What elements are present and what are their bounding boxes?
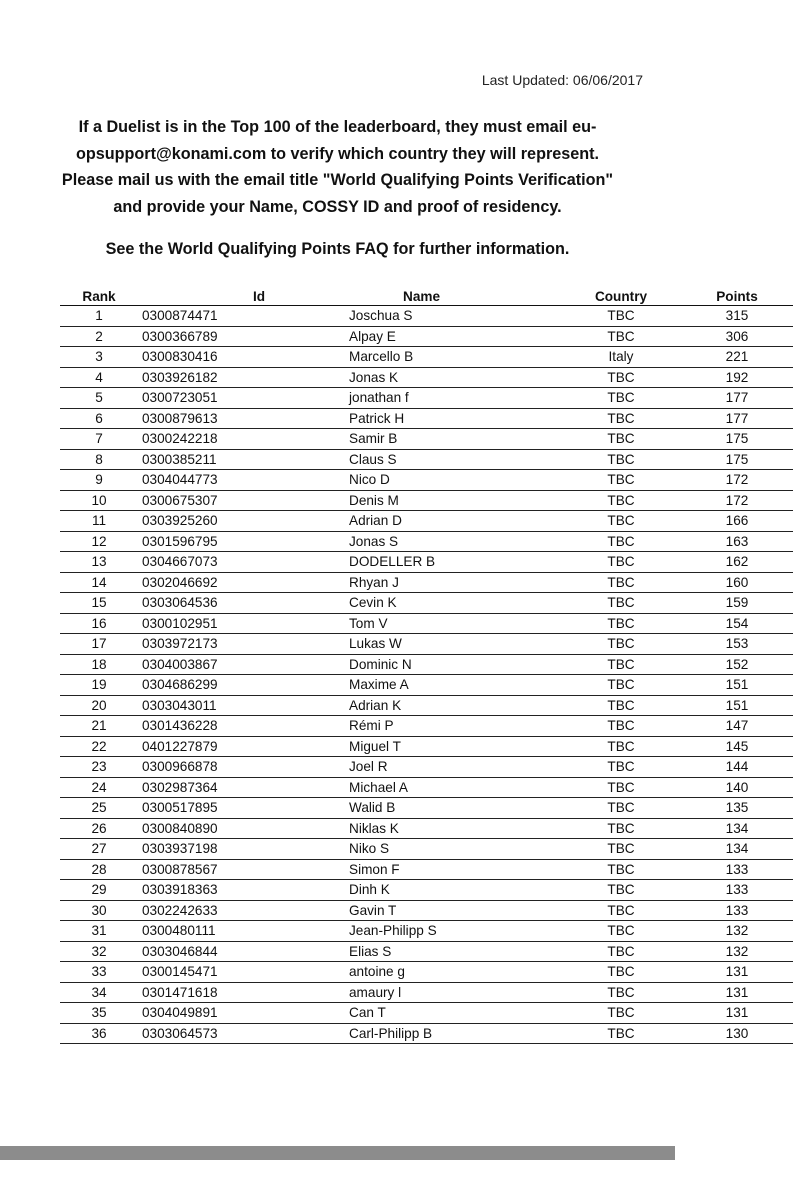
cell-rank: 24 — [60, 777, 138, 798]
leaderboard-table — [60, 285, 793, 1044]
cell-name: Dinh K — [345, 880, 561, 901]
table-row — [60, 880, 793, 901]
cell-name: Maxime A — [345, 675, 561, 696]
cell-points: 140 — [681, 777, 793, 798]
cell-points: 145 — [681, 736, 793, 757]
cell-points: 172 — [681, 490, 793, 511]
cell-name: Walid B — [345, 798, 561, 819]
cell-id: 0300874471 — [138, 306, 345, 327]
cell-rank: 28 — [60, 859, 138, 880]
last-updated-text: Last Updated: 06/06/2017 — [481, 72, 643, 88]
cell-rank: 16 — [60, 613, 138, 634]
cell-id: 0304667073 — [138, 552, 345, 573]
cell-points: 154 — [681, 613, 793, 634]
cell-name: Niklas K — [345, 818, 561, 839]
cell-id: 0300480111 — [138, 921, 345, 942]
cell-country: TBC — [561, 613, 681, 634]
cell-name: Jonas K — [345, 367, 561, 388]
table-row — [60, 306, 793, 327]
bottom-bar — [0, 1146, 675, 1160]
cell-rank: 17 — [60, 634, 138, 655]
cell-name: DODELLER B — [345, 552, 561, 573]
cell-id: 0300242218 — [138, 429, 345, 450]
cell-name: Jean-Philipp S — [345, 921, 561, 942]
cell-country: Italy — [561, 347, 681, 368]
table-row — [60, 490, 793, 511]
cell-name: Cevin K — [345, 593, 561, 614]
cell-country: TBC — [561, 798, 681, 819]
cell-id: 0301471618 — [138, 982, 345, 1003]
cell-country: TBC — [561, 982, 681, 1003]
cell-points: 131 — [681, 1003, 793, 1024]
cell-points: 133 — [681, 880, 793, 901]
notice-paragraph — [40, 114, 635, 220]
cell-points: 163 — [681, 531, 793, 552]
cell-rank: 3 — [60, 347, 138, 368]
table-row — [60, 695, 793, 716]
cell-rank: 27 — [60, 839, 138, 860]
table-row — [60, 859, 793, 880]
table-row — [60, 470, 793, 491]
cell-country: TBC — [561, 1003, 681, 1024]
cell-name: Marcello B — [345, 347, 561, 368]
table-row — [60, 716, 793, 737]
cell-country: TBC — [561, 470, 681, 491]
cell-points: 175 — [681, 429, 793, 450]
cell-points: 162 — [681, 552, 793, 573]
cell-id: 0300879613 — [138, 408, 345, 429]
cell-rank: 20 — [60, 695, 138, 716]
cell-name: Joschua S — [345, 306, 561, 327]
cell-name: Alpay E — [345, 326, 561, 347]
table-row — [60, 654, 793, 675]
cell-rank: 34 — [60, 982, 138, 1003]
cell-name: Tom V — [345, 613, 561, 634]
cell-id: 0303925260 — [138, 511, 345, 532]
cell-points: 131 — [681, 982, 793, 1003]
cell-points: 131 — [681, 962, 793, 983]
cell-name: jonathan f — [345, 388, 561, 409]
table-row — [60, 531, 793, 552]
table-row — [60, 326, 793, 347]
cell-country: TBC — [561, 777, 681, 798]
cell-rank: 21 — [60, 716, 138, 737]
cell-rank: 7 — [60, 429, 138, 450]
cell-country: TBC — [561, 962, 681, 983]
leaderboard-body — [60, 306, 793, 1044]
cell-id: 0303972173 — [138, 634, 345, 655]
table-row — [60, 429, 793, 450]
cell-id: 0300385211 — [138, 449, 345, 470]
cell-country: TBC — [561, 552, 681, 573]
cell-points: 221 — [681, 347, 793, 368]
table-row — [60, 941, 793, 962]
cell-rank: 23 — [60, 757, 138, 778]
cell-rank: 9 — [60, 470, 138, 491]
table-row — [60, 982, 793, 1003]
cell-country: TBC — [561, 306, 681, 327]
table-row — [60, 388, 793, 409]
cell-rank: 33 — [60, 962, 138, 983]
cell-country: TBC — [561, 593, 681, 614]
cell-points: 151 — [681, 695, 793, 716]
cell-id: 0304049891 — [138, 1003, 345, 1024]
cell-points: 192 — [681, 367, 793, 388]
cell-name: Jonas S — [345, 531, 561, 552]
table-row — [60, 552, 793, 573]
cell-id: 0300675307 — [138, 490, 345, 511]
notice-line: and provide your Name, COSSY ID and proof of residency. — [113, 197, 562, 216]
cell-points: 175 — [681, 449, 793, 470]
cell-country: TBC — [561, 408, 681, 429]
cell-rank: 30 — [60, 900, 138, 921]
cell-name: Niko S — [345, 839, 561, 860]
faq-reference-text: See the World Qualifying Points FAQ for further information. — [105, 240, 570, 258]
cell-country: TBC — [561, 1023, 681, 1044]
header-country: Country — [561, 285, 681, 306]
cell-id: 0301436228 — [138, 716, 345, 737]
table-row — [60, 408, 793, 429]
cell-country: TBC — [561, 429, 681, 450]
cell-id: 0302242633 — [138, 900, 345, 921]
cell-rank: 35 — [60, 1003, 138, 1024]
cell-points: 132 — [681, 941, 793, 962]
cell-country: TBC — [561, 716, 681, 737]
cell-name: Rhyan J — [345, 572, 561, 593]
cell-country: TBC — [561, 531, 681, 552]
table-row — [60, 818, 793, 839]
cell-name: antoine g — [345, 962, 561, 983]
table-row — [60, 962, 793, 983]
cell-name: Miguel T — [345, 736, 561, 757]
table-row — [60, 634, 793, 655]
cell-points: 151 — [681, 675, 793, 696]
cell-country: TBC — [561, 757, 681, 778]
cell-id: 0303064573 — [138, 1023, 345, 1044]
cell-points: 160 — [681, 572, 793, 593]
cell-rank: 15 — [60, 593, 138, 614]
header-rank: Rank — [60, 285, 138, 306]
cell-country: TBC — [561, 634, 681, 655]
cell-name: Gavin T — [345, 900, 561, 921]
cell-rank: 31 — [60, 921, 138, 942]
cell-country: TBC — [561, 695, 681, 716]
cell-rank: 8 — [60, 449, 138, 470]
cell-points: 166 — [681, 511, 793, 532]
cell-id: 0303043011 — [138, 695, 345, 716]
cell-id: 0303046844 — [138, 941, 345, 962]
table-row — [60, 347, 793, 368]
cell-country: TBC — [561, 818, 681, 839]
cell-rank: 5 — [60, 388, 138, 409]
table-row — [60, 613, 793, 634]
cell-name: Adrian K — [345, 695, 561, 716]
cell-rank: 18 — [60, 654, 138, 675]
cell-points: 133 — [681, 900, 793, 921]
cell-points: 132 — [681, 921, 793, 942]
table-row — [60, 777, 793, 798]
table-row — [60, 736, 793, 757]
cell-rank: 36 — [60, 1023, 138, 1044]
table-row — [60, 593, 793, 614]
cell-rank: 13 — [60, 552, 138, 573]
header-points: Points — [681, 285, 793, 306]
cell-id: 0300878567 — [138, 859, 345, 880]
cell-id: 0300517895 — [138, 798, 345, 819]
table-row — [60, 900, 793, 921]
notice-line: opsupport@konami.com to verify which country they will represent. — [75, 144, 600, 163]
cell-points: 177 — [681, 408, 793, 429]
cell-id: 0304044773 — [138, 470, 345, 491]
cell-id: 0302046692 — [138, 572, 345, 593]
cell-country: TBC — [561, 490, 681, 511]
cell-name: Carl-Philipp B — [345, 1023, 561, 1044]
cell-id: 0300830416 — [138, 347, 345, 368]
cell-country: TBC — [561, 900, 681, 921]
cell-points: 152 — [681, 654, 793, 675]
cell-points: 144 — [681, 757, 793, 778]
header-id: Id — [138, 285, 345, 306]
cell-points: 147 — [681, 716, 793, 737]
cell-id: 0401227879 — [138, 736, 345, 757]
cell-points: 133 — [681, 859, 793, 880]
cell-points: 130 — [681, 1023, 793, 1044]
cell-country: TBC — [561, 675, 681, 696]
cell-id: 0300966878 — [138, 757, 345, 778]
table-row — [60, 757, 793, 778]
notice-line: Please mail us with the email title "World Qualifying Points Verification" — [61, 171, 614, 189]
notice-line: If a Duelist is in the Top 100 of the leaderboard, they must email eu- — [78, 118, 597, 136]
cell-name: Rémi P — [345, 716, 561, 737]
cell-name: Claus S — [345, 449, 561, 470]
cell-country: TBC — [561, 736, 681, 757]
cell-points: 159 — [681, 593, 793, 614]
table-row — [60, 572, 793, 593]
cell-rank: 22 — [60, 736, 138, 757]
table-row — [60, 798, 793, 819]
cell-country: TBC — [561, 449, 681, 470]
cell-country: TBC — [561, 326, 681, 347]
cell-country: TBC — [561, 654, 681, 675]
cell-name: amaury l — [345, 982, 561, 1003]
cell-id: 0304003867 — [138, 654, 345, 675]
cell-name: Dominic N — [345, 654, 561, 675]
cell-points: 134 — [681, 839, 793, 860]
cell-rank: 1 — [60, 306, 138, 327]
cell-rank: 19 — [60, 675, 138, 696]
cell-rank: 10 — [60, 490, 138, 511]
cell-country: TBC — [561, 511, 681, 532]
cell-country: TBC — [561, 388, 681, 409]
cell-id: 0302987364 — [138, 777, 345, 798]
table-row — [60, 675, 793, 696]
cell-name: Simon F — [345, 859, 561, 880]
cell-country: TBC — [561, 921, 681, 942]
cell-points: 306 — [681, 326, 793, 347]
cell-id: 0304686299 — [138, 675, 345, 696]
cell-name: Michael A — [345, 777, 561, 798]
cell-name: Patrick H — [345, 408, 561, 429]
header-name: Name — [345, 285, 561, 306]
cell-rank: 26 — [60, 818, 138, 839]
cell-rank: 6 — [60, 408, 138, 429]
cell-country: TBC — [561, 941, 681, 962]
table-row — [60, 367, 793, 388]
table-row — [60, 449, 793, 470]
table-row — [60, 1023, 793, 1044]
cell-rank: 25 — [60, 798, 138, 819]
cell-rank: 4 — [60, 367, 138, 388]
cell-id: 0300102951 — [138, 613, 345, 634]
cell-country: TBC — [561, 839, 681, 860]
cell-id: 0303064536 — [138, 593, 345, 614]
cell-rank: 2 — [60, 326, 138, 347]
cell-country: TBC — [561, 367, 681, 388]
table-row — [60, 511, 793, 532]
cell-id: 0303937198 — [138, 839, 345, 860]
cell-rank: 32 — [60, 941, 138, 962]
cell-points: 134 — [681, 818, 793, 839]
cell-name: Can T — [345, 1003, 561, 1024]
cell-id: 0300723051 — [138, 388, 345, 409]
cell-name: Samir B — [345, 429, 561, 450]
cell-country: TBC — [561, 572, 681, 593]
cell-name: Elias S — [345, 941, 561, 962]
cell-name: Joel R — [345, 757, 561, 778]
cell-name: Adrian D — [345, 511, 561, 532]
cell-points: 153 — [681, 634, 793, 655]
cell-id: 0303926182 — [138, 367, 345, 388]
cell-country: TBC — [561, 880, 681, 901]
cell-name: Nico D — [345, 470, 561, 491]
table-row — [60, 839, 793, 860]
table-row — [60, 1003, 793, 1024]
cell-id: 0300145471 — [138, 962, 345, 983]
cell-id: 0300366789 — [138, 326, 345, 347]
table-header-row — [60, 285, 793, 306]
cell-points: 135 — [681, 798, 793, 819]
cell-points: 172 — [681, 470, 793, 491]
cell-rank: 14 — [60, 572, 138, 593]
cell-rank: 11 — [60, 511, 138, 532]
cell-rank: 29 — [60, 880, 138, 901]
cell-name: Denis M — [345, 490, 561, 511]
cell-rank: 12 — [60, 531, 138, 552]
cell-points: 177 — [681, 388, 793, 409]
cell-id: 0300840890 — [138, 818, 345, 839]
cell-country: TBC — [561, 859, 681, 880]
cell-points: 315 — [681, 306, 793, 327]
table-row — [60, 921, 793, 942]
cell-id: 0301596795 — [138, 531, 345, 552]
cell-name: Lukas W — [345, 634, 561, 655]
cell-id: 0303918363 — [138, 880, 345, 901]
